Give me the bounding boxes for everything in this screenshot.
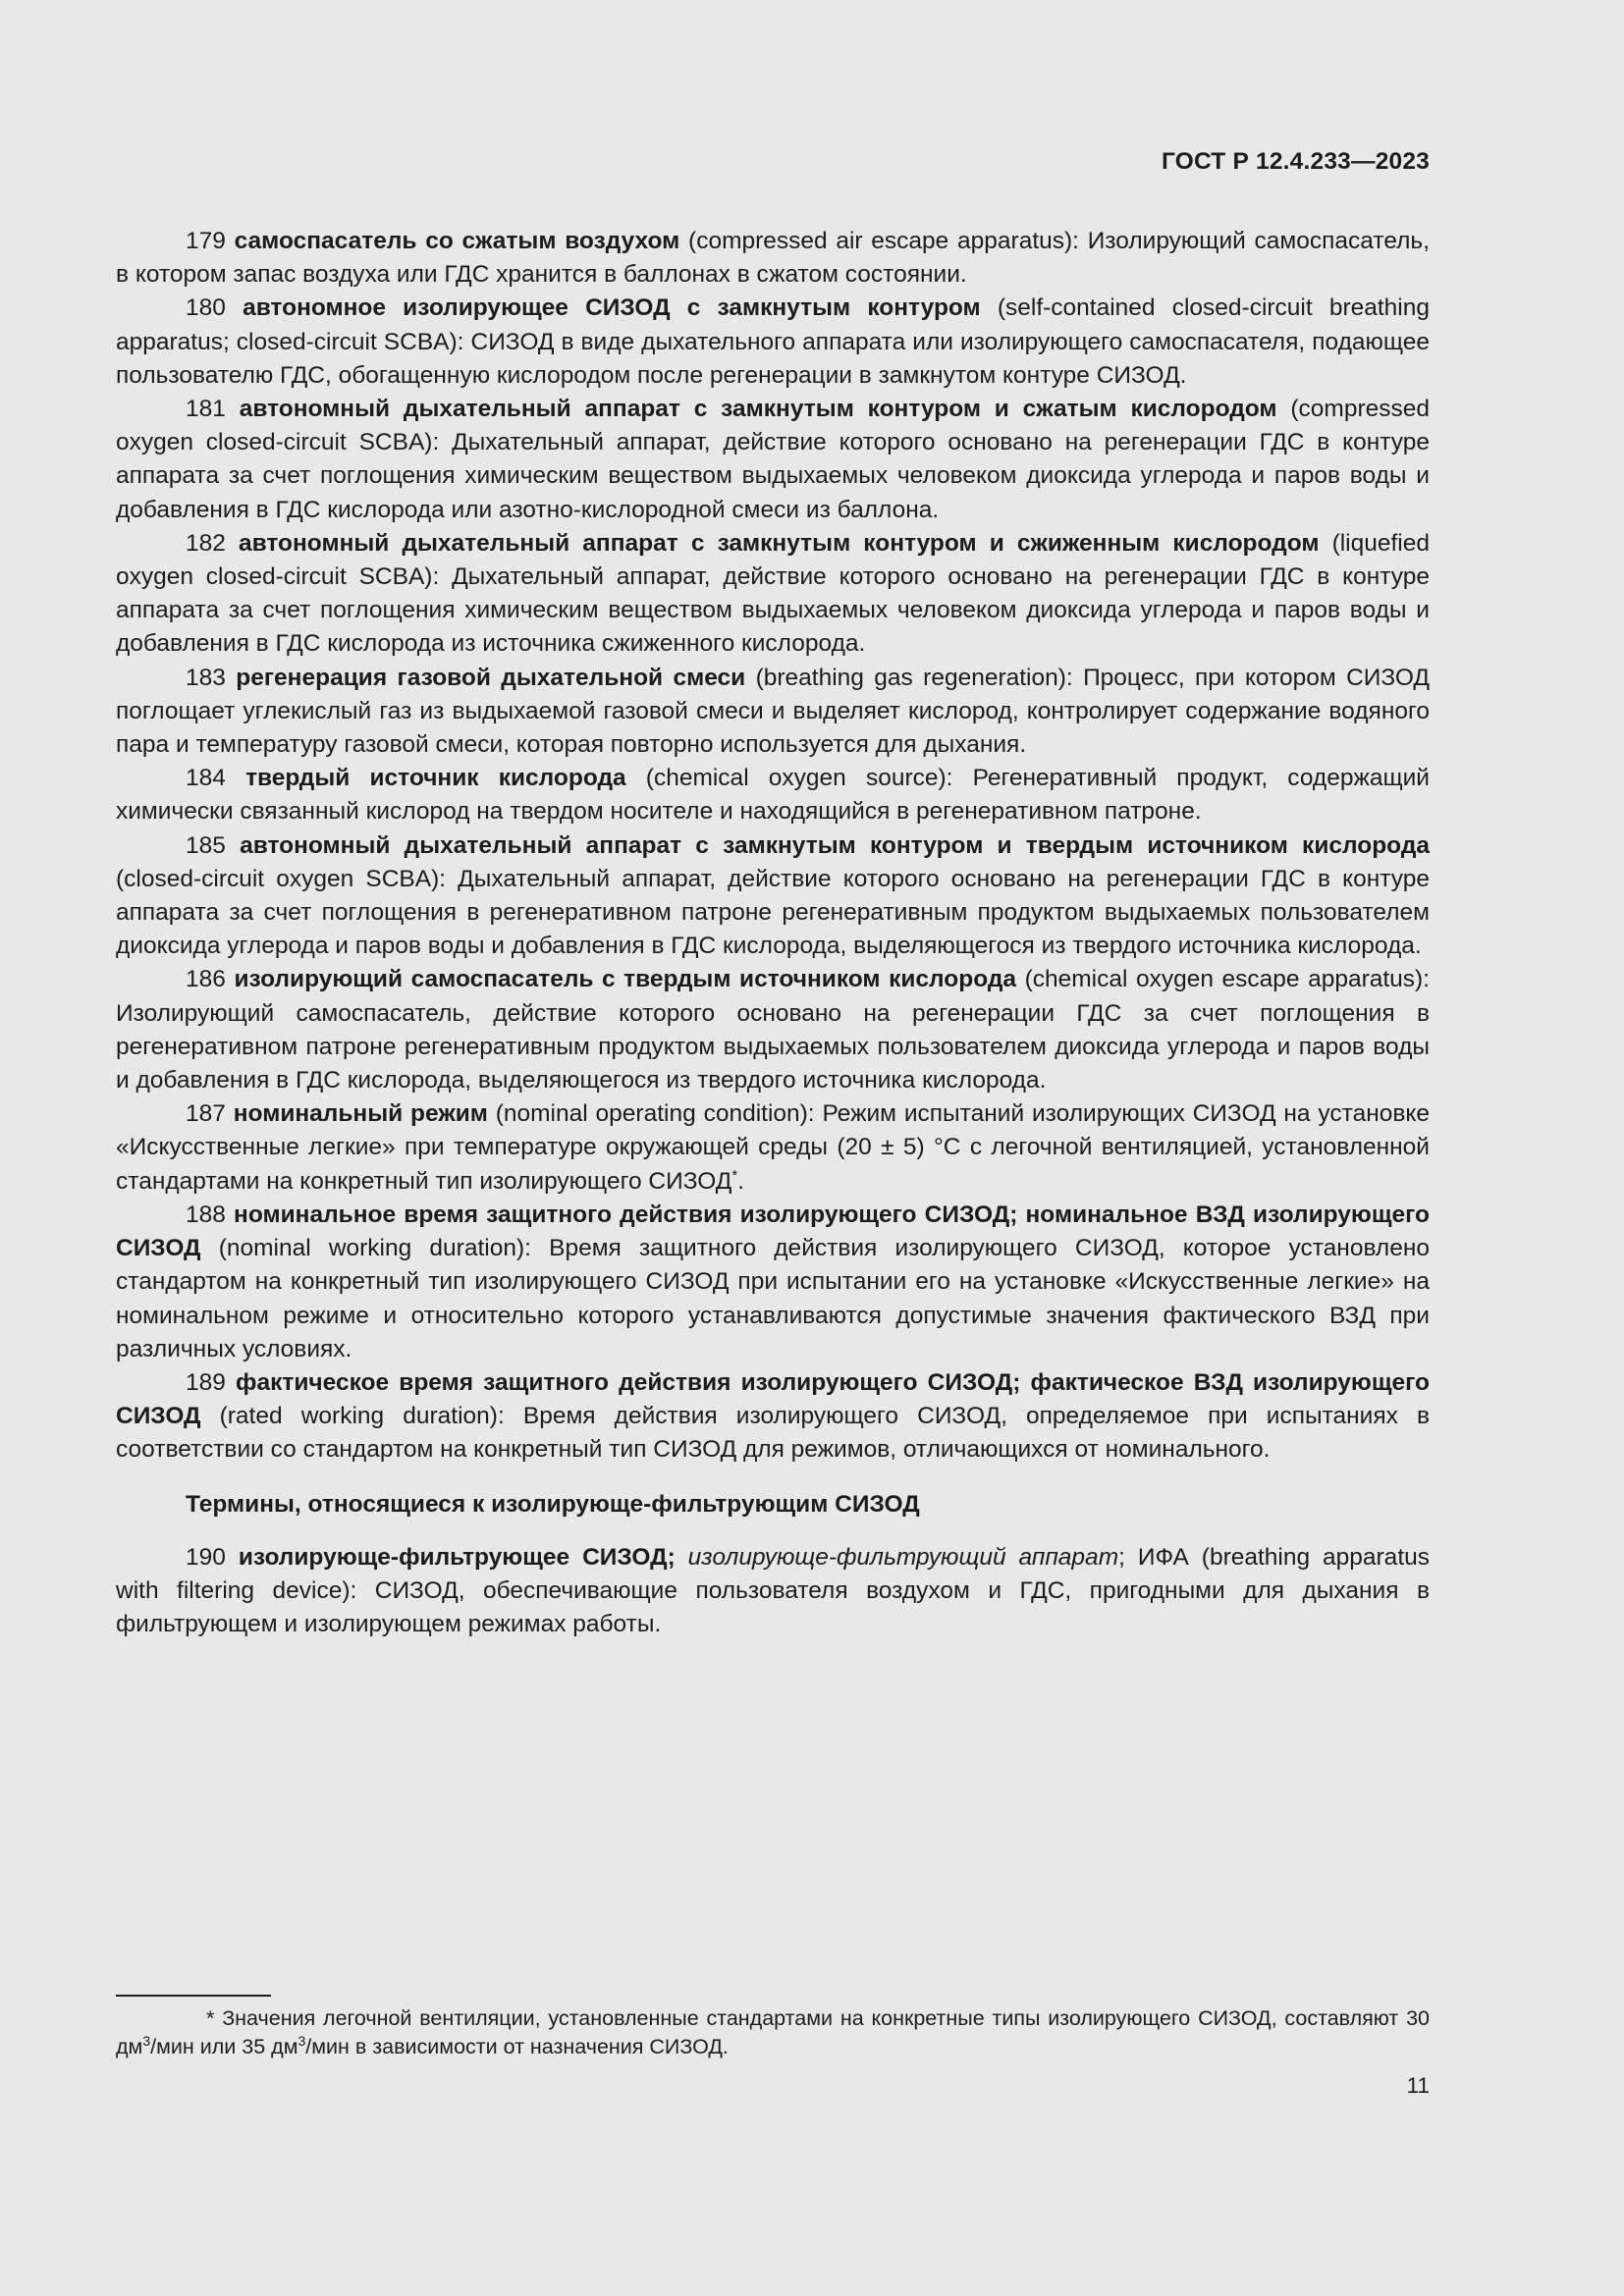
term-number: 187 (186, 1100, 226, 1128)
term-title: номинальное время защитного действия изолирующего СИЗОД; номинальное ВЗД изолирующего СИЗОД (116, 1201, 1430, 1262)
section-heading: Термины, относящиеся к изолирующе-фильтрующим СИЗОД (186, 1490, 920, 1518)
term-number: 184 (186, 765, 226, 792)
term-190 (116, 1541, 1430, 1642)
term-number: 183 (186, 664, 226, 691)
term-number: 189 (186, 1368, 226, 1396)
footnote-text: /мин или 35 дм (150, 2035, 298, 2058)
term-definition: (liquefied oxygen closed-circuit SCBA): Дыхательный аппарат, действие которого основано на регенерации ГДС в контуре аппарата за счет поглощения химическим веществом выдыхаемых человеком диоксида углерода и паров воды и добавления в ГДС кислорода из источника сжиженного кислорода. (116, 529, 1430, 658)
term-number: 186 (186, 966, 226, 993)
term-title: изолирующий самоспасатель с твердым источником кислорода (234, 966, 1017, 993)
term-189 (116, 1366, 1430, 1468)
term-183 (116, 662, 1430, 763)
term-number: 180 (186, 294, 226, 322)
term-definition: (compressed oxygen closed-circuit SCBA): Дыхательный аппарат, действие которого основано на регенерации ГДС в контуре аппарата за счет поглощения химическим веществом выдыхаемых человеком диоксида углерода и паров воды и добавления в ГДС кислорода или азотно-кислородной смеси из баллона. (116, 396, 1430, 523)
term-number: 188 (186, 1201, 226, 1228)
term-number: 179 (186, 228, 226, 254)
footnote-reference-mark[interactable]: * (731, 1166, 738, 1184)
term-title: изолирующе-фильтрующее СИЗОД; (238, 1543, 676, 1571)
term-definition: (nominal working duration): Время защитного действия изолирующего СИЗОД, которое установлено стандартом на конкретный тип изолирующего СИЗОД при испытании его на установке «Искусственные легкие» на номинальном режиме и относительно которого устанавливаются допустимые значения фактического ВЗД при различных условиях. (116, 1235, 1430, 1362)
term-synonym: изолирующе-фильтрующий аппарат (687, 1543, 1119, 1571)
term-title: регенерация газовой дыхательной смеси (236, 664, 746, 691)
term-184 (116, 762, 1430, 828)
term-number: 185 (186, 831, 226, 859)
term-definition: (compressed air escape apparatus): Изолирующий самоспасатель, в котором запас воздуха или ГДС хранится в баллонах в сжатом состоянии. (116, 228, 1430, 289)
term-number: 190 (186, 1543, 226, 1571)
term-181 (116, 393, 1430, 527)
term-182 (116, 527, 1430, 662)
page-number: 11 (1406, 2073, 1430, 2098)
term-definition: (closed-circuit oxygen SCBA): Дыхательный аппарат, действие которого основано на регенерации ГДС в контуре аппарата за счет поглощения в регенеративном патроне регенеративным продуктом выдыхаемых пользователем диоксида углерода и паров воды и добавления в ГДС кислорода, выделяющегося из твердого источника кислорода. (116, 865, 1430, 960)
footnote (116, 2004, 1430, 2061)
term-185 (116, 829, 1430, 964)
term-definition: (chemical oxygen escape apparatus): Изолирующий самоспасатель, действие которого основано на регенерации ГДС за счет поглощения в регенеративном патроне регенеративным продуктом выдыхаемых пользователем диоксида углерода и паров воды и добавления в ГДС кислорода, выделяющегося из твердого источника кислорода. (116, 966, 1430, 1095)
term-definition: (rated working duration): Время действия изолирующего СИЗОД, определяемое при испытаниях в соответствии со стандартом на конкретный тип СИЗОД для режимов, отличающихся от номинального. (116, 1403, 1430, 1464)
term-187 (116, 1097, 1430, 1199)
term-title: номинальный режим (233, 1100, 488, 1128)
footnote-text: /мин в зависимости от назначения СИЗОД. (305, 2035, 729, 2058)
superscript: 3 (298, 2033, 306, 2049)
document-code-header: ГОСТ Р 12.4.233—2023 (1162, 148, 1430, 175)
footnote-mark: * (206, 2006, 215, 2030)
term-title: самоспасатель со сжатым воздухом (234, 228, 680, 254)
document-body (116, 225, 1430, 1641)
term-title: автономный дыхательный аппарат с замкнутым контуром и твердым источником кислорода (240, 831, 1430, 859)
term-definition: (chemical oxygen source): Регенеративный продукт, содержащий химически связанный кислород на твердом носителе и находящийся в регенеративном патроне. (116, 765, 1430, 826)
term-definition: ; ИФА (breathing apparatus with filtering device): СИЗОД, обеспечивающие пользователя воздухом и ГДС, пригодными для дыхания в фильтрующем и изолирующем режимах работы. (116, 1543, 1430, 1638)
term-179 (116, 225, 1430, 292)
term-number: 181 (186, 396, 226, 423)
term-title: фактическое время защитного действия изолирующего СИЗОД; фактическое ВЗД изолирующего СИЗОД (116, 1368, 1430, 1430)
term-definition: (nominal operating condition): Режим испытаний изолирующих СИЗОД на установке «Искусственные легкие» при температуре окружающей среды (20 ± 5) °С с легочной вентиляцией, установленной стандартами на конкретный тип изолирующего СИЗОД (116, 1100, 1430, 1195)
superscript: 3 (142, 2033, 151, 2049)
footnote-divider (116, 1995, 271, 1997)
term-title: автономное изолирующее СИЗОД с замкнутым контуром (243, 294, 981, 322)
term-title: автономный дыхательный аппарат с замкнутым контуром и сжатым кислородом (239, 396, 1277, 423)
term-definition: (self-contained closed-circuit breathing apparatus; closed-circuit SCBA): СИЗОД в виде дыхательного аппарата или изолирующего самоспасателя, подающее пользователю ГДС, обогащенную кислородом после регенерации в замкнутом контуре СИЗОД. (116, 294, 1430, 389)
term-number: 182 (186, 529, 226, 557)
term-title: твердый источник кислорода (245, 765, 626, 792)
term-186 (116, 963, 1430, 1097)
term-definition-end: . (737, 1167, 744, 1195)
term-180 (116, 292, 1430, 393)
term-188 (116, 1199, 1430, 1366)
footnote-text: Значения легочной вентиляции, установленные стандартами на конкретные типы изолирующего СИЗОД, составляют 30 дм (116, 2006, 1430, 2058)
term-title: автономный дыхательный аппарат с замкнутым контуром и сжиженным кислородом (239, 529, 1320, 557)
term-definition: (breathing gas regeneration): Процесс, при котором СИЗОД поглощает углекислый газ из выдыхаемой газовой смеси и выделяет кислород, контролирует содержание водяного пара и температуру газовой смеси, которая повторно используется для дыхания. (116, 664, 1431, 759)
